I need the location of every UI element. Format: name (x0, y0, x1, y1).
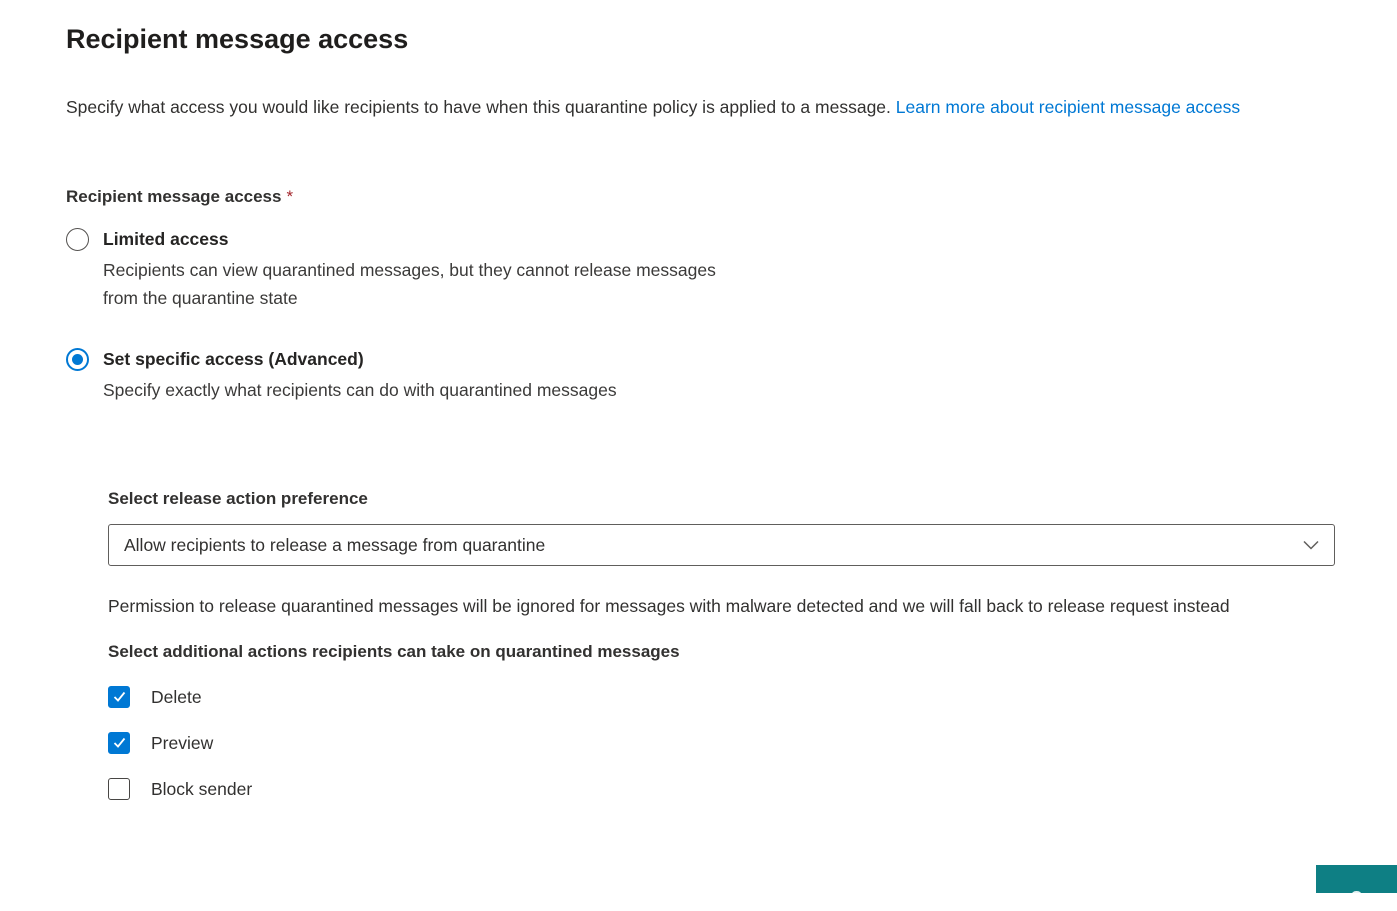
additional-actions-label: Select additional actions recipients can take on quarantined messages (108, 642, 680, 661)
checkbox-label: Preview (151, 732, 214, 753)
page-title: Recipient message access (66, 24, 409, 54)
release-preference-dropdown[interactable] (108, 524, 1335, 566)
radio-option-description: Specify exactly what recipients can do with quarantined messages (103, 380, 617, 400)
checkbox-row-preview[interactable] (108, 732, 1338, 754)
access-field-label: Recipient message access * (66, 187, 294, 206)
radio-button-icon[interactable] (66, 228, 89, 251)
advanced-access-section (108, 489, 1338, 800)
checkmark-icon (113, 737, 126, 749)
radio-option-title: Set specific access (Advanced) (103, 349, 364, 369)
page-description (66, 93, 1298, 121)
help-button[interactable] (1316, 865, 1397, 910)
radio-option-title: Limited access (103, 229, 229, 249)
checkbox-row-block-sender[interactable] (108, 778, 1338, 800)
checkbox-icon[interactable] (108, 778, 130, 800)
release-preference-note: Permission to release quarantined messages will be ignored for messages with malware detected and we will fall back to release request instead (108, 596, 1230, 616)
chevron-down-icon[interactable] (1303, 540, 1319, 550)
checkbox-icon[interactable] (108, 686, 130, 708)
checkbox-row-delete[interactable] (108, 686, 1338, 708)
recipient-message-access-panel (66, 0, 1338, 800)
radio-button-icon[interactable] (66, 348, 89, 371)
dropdown-selected-value: Allow recipients to release a message from quarantine (124, 534, 546, 555)
radio-option-set-specific-access[interactable] (66, 346, 1338, 404)
checkbox-label: Delete (151, 686, 202, 707)
checkbox-label: Block sender (151, 778, 253, 799)
radio-option-description: Recipients can view quarantined messages, but they cannot release messages from the quarantine state (103, 260, 716, 308)
learn-more-link[interactable]: Learn more about recipient message access (895, 97, 1241, 117)
checkmark-icon (113, 691, 126, 703)
question-mark-icon: ? (1350, 888, 1363, 910)
release-preference-label: Select release action preference (108, 489, 368, 508)
radio-option-limited-access[interactable] (66, 226, 1338, 312)
page-description-text: Specify what access you would like recipients to have when this quarantine policy is applied to a message. (66, 97, 891, 117)
access-radio-group (66, 226, 1338, 404)
required-asterisk: * (286, 187, 294, 206)
checkbox-icon[interactable] (108, 732, 130, 754)
